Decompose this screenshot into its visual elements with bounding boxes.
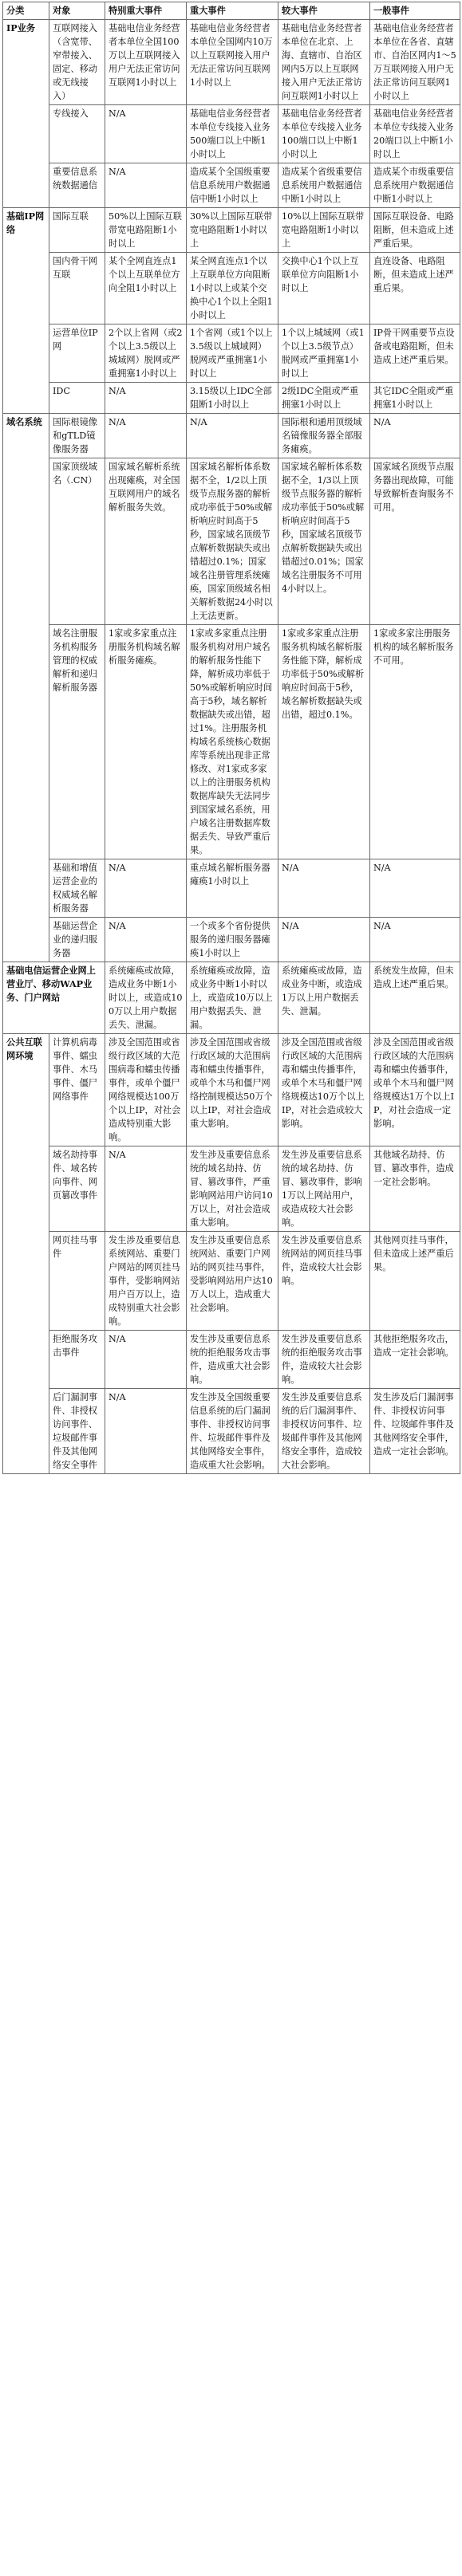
critical-cell: 国家域名解析系统出现瘫痪，对全国互联网用户的域名解析服务失效。 bbox=[105, 458, 187, 625]
table-row bbox=[3, 1331, 460, 1389]
table-row bbox=[3, 918, 460, 962]
general-cell: 直连设备、电路阻断，但未造成上述严重后果。 bbox=[370, 253, 460, 324]
critical-cell: N/A bbox=[105, 414, 187, 458]
major-cell: 基础电信业务经营者本单位专线接入业务500端口以上中断1小时以上 bbox=[187, 105, 278, 163]
general-cell: 其他拒绝服务攻击，造成一定社会影响。 bbox=[370, 1331, 460, 1389]
large-cell: 涉及全国范围或省级行政区域的大范围病毒和蠕虫传播事件，或单个木马和僵尸网络规模达10万个以上IP，对社会造成较大影响。 bbox=[278, 1034, 370, 1146]
object-cell: 专线接入 bbox=[49, 105, 105, 163]
large-cell: 发生涉及重要信息系统的后门漏洞事件、非授权访问事件、垃圾邮件事件及其他网络安全事件，造成较大社会影响。 bbox=[278, 1389, 370, 1474]
table-header-row bbox=[3, 2, 460, 20]
header-general: 一般事件 bbox=[370, 2, 460, 20]
critical-cell: N/A bbox=[105, 1389, 187, 1474]
header-major: 重大事件 bbox=[187, 2, 278, 20]
category-cell: 公共互联网环境 bbox=[3, 1034, 49, 1474]
major-cell: 发生涉及重要信息系统的域名劫持、仿冒、篡改事件，严重影响网站用户访问10万以上，对社会造成重大影响。 bbox=[187, 1146, 278, 1232]
major-cell: 重点域名解析服务器瘫痪1小时以上 bbox=[187, 859, 278, 918]
general-cell: 系统发生故障，但未造成上述严重后果。 bbox=[370, 962, 460, 1034]
major-cell: 系统瘫痪或故障，造成业务中断1小时以上，或造成10万以上用户数据丢失、泄漏。 bbox=[187, 962, 278, 1034]
table-row bbox=[3, 1232, 460, 1331]
header-object: 对象 bbox=[49, 2, 105, 20]
large-cell: 10%以上国际互联带宽电路阻断1小时以上 bbox=[278, 208, 370, 253]
table-row bbox=[3, 253, 460, 324]
object-cell: 拒绝服务攻击事件 bbox=[49, 1331, 105, 1389]
critical-cell: 2个以上省网（或2个以上3.5级以上城域网）脱网或严重拥塞1小时以上 bbox=[105, 324, 187, 383]
critical-cell: 50%以上国际互联带宽电路阻断1小时以上 bbox=[105, 208, 187, 253]
object-cell: 网页挂马事件 bbox=[49, 1232, 105, 1331]
general-cell: 1家或多家注册服务机构的域名解析服务不可用。 bbox=[370, 625, 460, 859]
header-category: 分类 bbox=[3, 2, 49, 20]
critical-cell: N/A bbox=[105, 859, 187, 918]
critical-cell: N/A bbox=[105, 918, 187, 962]
critical-cell: 发生涉及重要信息系统网站、重要门户网站的网页挂马事件，受影响网站用户百万以上，造成特别重大社会影响。 bbox=[105, 1232, 187, 1331]
category-cell: 域名系统 bbox=[3, 414, 49, 962]
major-cell: 国家域名解析体系数据不全，1/2以上顶级节点服务器的解析成功率低于50%或解析响应时间高于5秒，国家域名顶级节点解析数据缺失或出错超过0.1%；国家域名注册管理系统瘫痪，国家顶级域名相关解析数据24小时以上无法更新。 bbox=[187, 458, 278, 625]
critical-cell: 某个全网直连点1个以上互联单位方向全阻1小时以上 bbox=[105, 253, 187, 324]
critical-cell: N/A bbox=[105, 1146, 187, 1232]
table-row bbox=[3, 1034, 460, 1146]
large-cell: 发生涉及重要信息系统的域名劫持、仿冒、篡改事件，影响1万以上网站用户，或造成较大社会影响。 bbox=[278, 1146, 370, 1232]
general-cell: IP骨干网重要节点设备或电路阻断，但未造成上述严重后果。 bbox=[370, 324, 460, 383]
large-cell: 交换中心1个以上互联单位方向阻断1小时以上 bbox=[278, 253, 370, 324]
object-cell: 域名注册服务机构服务管理的权威解析和递归解析服务器 bbox=[49, 625, 105, 859]
general-cell: N/A bbox=[370, 918, 460, 962]
table-row bbox=[3, 208, 460, 253]
object-cell: 后门漏洞事件、非授权访问事件、垃圾邮件事件及其他网络安全事件 bbox=[49, 1389, 105, 1474]
major-cell: 发生涉及全国级重要信息系统的后门漏洞事件、非授权访问事件、垃圾邮件事件及其他网络安全事件，造成重大社会影响。 bbox=[187, 1389, 278, 1474]
major-cell: N/A bbox=[187, 414, 278, 458]
header-critical: 特别重大事件 bbox=[105, 2, 187, 20]
table-row bbox=[3, 962, 460, 1034]
general-cell: N/A bbox=[370, 859, 460, 918]
large-cell: N/A bbox=[278, 918, 370, 962]
general-cell: 发生涉及后门漏洞事件、非授权访问事件、垃圾邮件事件及其他网络安全事件，造成一定社会影响。 bbox=[370, 1389, 460, 1474]
category-cell: 基础IP网络 bbox=[3, 208, 49, 414]
table-row bbox=[3, 20, 460, 105]
critical-cell: 涉及全国范围或省级行政区域的大范围病毒和蠕虫传播事件，或单个僵尸网络规模达100万个以上IP，对社会造成特别重大影响。 bbox=[105, 1034, 187, 1146]
object-cell: 互联网接入（含宽带、窄带接入、固定、移动或无线接入） bbox=[49, 20, 105, 105]
object-cell: 运营单位IP网 bbox=[49, 324, 105, 383]
category-cell: IP业务 bbox=[3, 20, 49, 208]
object-cell: 重要信息系统数据通信 bbox=[49, 163, 105, 208]
object-cell: 国际根镜像和gTLD镜像服务器 bbox=[49, 414, 105, 458]
table-row bbox=[3, 1389, 460, 1474]
major-cell: 造成某个全国级重要信息系统用户数据通信中断1小时以上 bbox=[187, 163, 278, 208]
major-cell: 基础电信业务经营者本单位全国网内10万以上互联网接入用户无法正常访问互联网1小时以上 bbox=[187, 20, 278, 105]
object-cell: 国际互联 bbox=[49, 208, 105, 253]
large-cell: N/A bbox=[278, 859, 370, 918]
table-row bbox=[3, 1146, 460, 1232]
critical-cell: N/A bbox=[105, 163, 187, 208]
general-cell: 其它IDC全阻或严重拥塞1小时以上 bbox=[370, 383, 460, 414]
major-cell: 1家或多家重点注册服务机构对用户域名的解析服务性能下降，解析成功率低于50%或解析响应时间高于5秒，域名解析数据缺失或出错，超过1%。注册服务机构域名系统核心数据库等系统出现非正常修改、对1家或多家以上的注册服务机构数据库缺失无法同步到国家域名系统，用户域名注册数据库数据丢失、导致严重后果。 bbox=[187, 625, 278, 859]
general-cell: 其他域名劫持、仿冒、篡改事件，造成一定社会影响。 bbox=[370, 1146, 460, 1232]
table-row bbox=[3, 383, 460, 414]
major-cell: 发生涉及重要信息系统的拒绝服务攻击事件，造成重大社会影响。 bbox=[187, 1331, 278, 1389]
table-row bbox=[3, 458, 460, 625]
general-cell: 基础电信业务经营者本单位在各省、直辖市、自治区网内1～5万互联网接入用户无法正常访问互联网1小时以上 bbox=[370, 20, 460, 105]
critical-cell: N/A bbox=[105, 383, 187, 414]
object-cell: 计算机病毒事件、蠕虫事件、木马事件、僵尸网络事件 bbox=[49, 1034, 105, 1146]
major-cell: 涉及全国范围或省级行政区域的大范围病毒和蠕虫传播事件，或单个木马和僵尸网络控制规模达50万个以上IP，对社会造成重大影响。 bbox=[187, 1034, 278, 1146]
critical-cell: N/A bbox=[105, 105, 187, 163]
large-cell: 国际根和通用顶级域名镜像服务器全部服务瘫痪。 bbox=[278, 414, 370, 458]
large-cell: 基础电信业务经营者本单位专线接入业务100端口以上中断1小时以上 bbox=[278, 105, 370, 163]
general-cell: 国际互联设备、电路阻断，但未造成上述严重后果。 bbox=[370, 208, 460, 253]
large-cell: 发生涉及重要信息系统的拒绝服务攻击事件，造成较大社会影响。 bbox=[278, 1331, 370, 1389]
major-cell: 某全网直连点1个以上互联单位方向阻断1小时以上或某个交换中心1个以上全阻1小时以上 bbox=[187, 253, 278, 324]
large-cell: 基础电信业务经营者本单位在北京、上海、直辖市、自治区网内5万以上互联网接入用户无法正常访问互联网1小时以上 bbox=[278, 20, 370, 105]
critical-cell: N/A bbox=[105, 1331, 187, 1389]
large-cell: 造成某个省级重要信息系统用户数据通信中断1小时以上 bbox=[278, 163, 370, 208]
large-cell: 系统瘫痪或故障，造成业务中断，或造成1万以上用户数据丢失、泄漏。 bbox=[278, 962, 370, 1034]
large-cell: 国家域名解析体系数据不全，1/3以上顶级节点服务器的解析成功率低于50%或解析响应时间高于5秒，国家域名顶级节点解析数据缺失或出错超过0.01%；国家域名注册服务不可用4小时以上。 bbox=[278, 458, 370, 625]
large-cell: 发生涉及重要信息系统网站的网页挂马事件，造成较大社会影响。 bbox=[278, 1232, 370, 1331]
incident-classification-table bbox=[2, 2, 460, 1474]
major-cell: 1个省网（或1个以上3.5级以上城域网）脱网或严重拥塞1小时以上 bbox=[187, 324, 278, 383]
large-cell: 1个以上城域网（或1个以上3.5级节点）脱网或严重拥塞1小时以上 bbox=[278, 324, 370, 383]
object-cell: 国内骨干网互联 bbox=[49, 253, 105, 324]
general-cell: 国家域名顶级节点服务器出现故障，可能导致解析查询服务不可用。 bbox=[370, 458, 460, 625]
object-cell: 域名劫持事件、域名转向事件、网页篡改事件 bbox=[49, 1146, 105, 1232]
object-cell: 基础运营企业的递归服务器 bbox=[49, 918, 105, 962]
major-cell: 发生涉及重要信息系统网站、重要门户网站的网页挂马事件，受影响网站用户达10万人以上，造成重大社会影响。 bbox=[187, 1232, 278, 1331]
large-cell: 1家或多家重点注册服务机构域名解析服务性能下降，解析成功率低于50%或解析响应时间高于5秒，域名解析数据缺失或出错，超过0.1%。 bbox=[278, 625, 370, 859]
general-cell: 基础电信业务经营者本单位专线接入业务20端口以上中断1小时以上 bbox=[370, 105, 460, 163]
critical-cell: 基础电信业务经营者本单位全国100万以上互联网接入用户无法正常访问互联网1小时以上 bbox=[105, 20, 187, 105]
general-cell: 造成某个市级重要信息系统用户数据通信中断1小时以上 bbox=[370, 163, 460, 208]
major-cell: 30%以上国际互联带宽电路阻断1小时以上 bbox=[187, 208, 278, 253]
object-cell: IDC bbox=[49, 383, 105, 414]
table-row bbox=[3, 163, 460, 208]
table-row bbox=[3, 625, 460, 859]
general-cell: N/A bbox=[370, 414, 460, 458]
general-cell: 涉及全国范围或省级行政区域的大范围病毒和蠕虫传播事件，或单个木马和僵尸网络规模达1万个以上IP，对社会造成一定影响。 bbox=[370, 1034, 460, 1146]
major-cell: 3.15级以上IDC全部阻断1小时以上 bbox=[187, 383, 278, 414]
major-cell: 一个或多个省份提供服务的递归服务器瘫痪1小时以上 bbox=[187, 918, 278, 962]
object-cell: 国家顶级域名（.CN） bbox=[49, 458, 105, 625]
table-row bbox=[3, 105, 460, 163]
category-cell: 基础电信运营企业网上营业厅、移动WAP业务、门户网站 bbox=[3, 962, 105, 1034]
large-cell: 2级IDC全阻或严重拥塞1小时以上 bbox=[278, 383, 370, 414]
general-cell: 其他网页挂马事件，但未造成上述严重后果。 bbox=[370, 1232, 460, 1331]
header-large: 较大事件 bbox=[278, 2, 370, 20]
object-cell: 基础和增值运营企业的权威域名解析服务器 bbox=[49, 859, 105, 918]
critical-cell: 系统瘫痪或故障，造成业务中断1小时以上，或造成100万以上用户数据丢失、泄漏。 bbox=[105, 962, 187, 1034]
table-row bbox=[3, 324, 460, 383]
table-row bbox=[3, 414, 460, 458]
table-row bbox=[3, 859, 460, 918]
critical-cell: 1家或多家重点注册服务机构域名解析服务瘫痪。 bbox=[105, 625, 187, 859]
